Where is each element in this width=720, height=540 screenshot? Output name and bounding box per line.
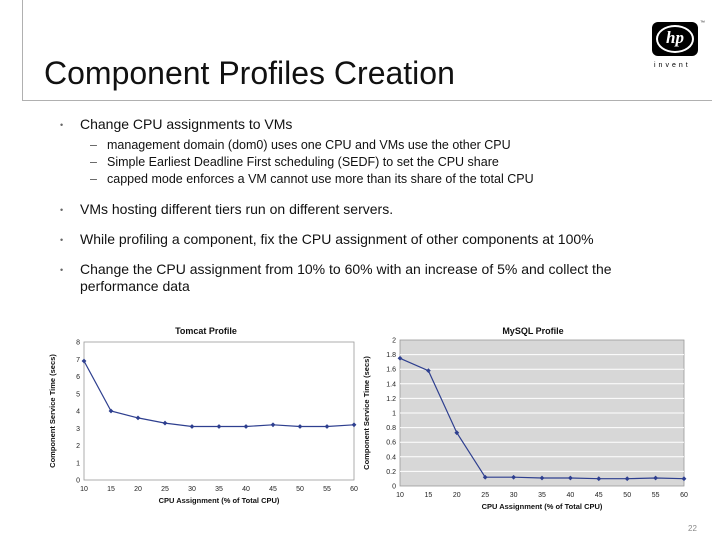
x-tick-label: 15 bbox=[107, 486, 115, 493]
hp-logo-trademark: ™ bbox=[700, 20, 705, 26]
x-axis-label: CPU Assignment (% of Total CPU) bbox=[481, 502, 603, 511]
tomcat-profile-chart bbox=[46, 322, 362, 512]
x-tick-label: 20 bbox=[134, 486, 142, 493]
x-tick-label: 35 bbox=[538, 492, 546, 499]
sub-bullet-item bbox=[60, 154, 680, 171]
hp-logo bbox=[652, 22, 698, 56]
x-tick-label: 40 bbox=[242, 486, 250, 493]
x-tick-label: 10 bbox=[80, 486, 88, 493]
sub-bullet-text: Simple Earliest Deadline First scheduling (SEDF) to set the CPU share bbox=[107, 155, 499, 169]
x-tick-label: 15 bbox=[424, 492, 433, 499]
x-tick-label: 25 bbox=[161, 486, 169, 493]
x-tick-label: 60 bbox=[680, 492, 688, 499]
sub-bullet-item bbox=[60, 137, 680, 154]
frame-vertical-line bbox=[22, 0, 23, 100]
sub-bullet-item bbox=[60, 171, 680, 188]
bullet-text: Change CPU assignments to VMs bbox=[80, 116, 293, 132]
bullet-dot-icon: • bbox=[60, 265, 64, 275]
y-tick-label: 2 bbox=[392, 337, 396, 345]
sub-bullet-text: management domain (dom0) uses one CPU and VMs use the other CPU bbox=[107, 138, 511, 152]
x-tick-label: 55 bbox=[323, 486, 331, 493]
sub-bullet-text: capped mode enforces a VM cannot use more than its share of the total CPU bbox=[107, 172, 534, 186]
x-tick-label: 50 bbox=[296, 486, 304, 493]
bullet-text: While profiling a component, fix the CPU assignment of other components at 100% bbox=[80, 231, 594, 247]
bullet-text: VMs hosting different tiers run on different servers. bbox=[80, 201, 394, 217]
x-tick-label: 25 bbox=[481, 492, 490, 499]
y-tick-label: 1.2 bbox=[386, 395, 396, 403]
sub-bullet-dash-icon: – bbox=[90, 172, 97, 186]
x-tick-label: 50 bbox=[623, 492, 632, 499]
x-tick-label: 35 bbox=[215, 486, 223, 493]
x-tick-label: 45 bbox=[594, 492, 603, 499]
y-axis-label: Component Service Time (secs) bbox=[362, 356, 371, 470]
y-tick-label: 1.6 bbox=[386, 366, 396, 374]
sub-bullet-dash-icon: – bbox=[90, 155, 97, 169]
x-tick-label: 45 bbox=[269, 486, 277, 493]
y-tick-label: 4 bbox=[76, 408, 80, 416]
bullet-text: Change the CPU assignment from 10% to 60% with an increase of 5% and collect the performance data bbox=[80, 261, 612, 294]
bullet-item bbox=[60, 231, 680, 248]
y-tick-label: 5 bbox=[76, 391, 80, 399]
x-tick-label: 55 bbox=[651, 492, 660, 499]
y-tick-label: 0 bbox=[392, 483, 396, 491]
y-tick-label: 1 bbox=[392, 410, 396, 418]
page-number: 22 bbox=[688, 524, 697, 533]
slide-title: Component Profiles Creation bbox=[44, 55, 455, 91]
y-tick-label: 0.8 bbox=[386, 425, 396, 433]
bullet-dot-icon: • bbox=[60, 235, 64, 245]
bullet-item bbox=[60, 201, 680, 218]
chart-title: Tomcat Profile bbox=[175, 326, 237, 336]
y-tick-label: 0 bbox=[76, 477, 80, 485]
y-tick-label: 2 bbox=[76, 443, 80, 450]
y-tick-label: 1.8 bbox=[386, 352, 396, 360]
chart-title: MySQL Profile bbox=[502, 326, 564, 336]
bullet-list bbox=[60, 116, 680, 295]
y-axis-label: Component Service Time (secs) bbox=[48, 354, 57, 468]
mysql-profile-chart bbox=[360, 322, 694, 520]
bullet-dot-icon: • bbox=[60, 120, 64, 130]
y-tick-label: 7 bbox=[76, 356, 80, 364]
x-tick-label: 20 bbox=[452, 492, 461, 499]
x-tick-label: 30 bbox=[509, 492, 518, 499]
bullet-item bbox=[60, 261, 680, 295]
bullet-item bbox=[60, 116, 680, 133]
y-tick-label: 1.4 bbox=[386, 381, 396, 389]
y-tick-label: 0.6 bbox=[386, 439, 396, 447]
y-tick-label: 0.2 bbox=[386, 468, 396, 476]
y-tick-label: 0.4 bbox=[386, 454, 396, 462]
plot-area bbox=[84, 342, 354, 480]
frame-horizontal-line bbox=[22, 100, 712, 101]
x-axis-label: CPU Assignment (% of Total CPU) bbox=[158, 496, 280, 505]
y-tick-label: 3 bbox=[76, 425, 80, 433]
y-tick-label: 6 bbox=[76, 374, 80, 381]
x-tick-label: 40 bbox=[566, 492, 575, 499]
x-tick-label: 10 bbox=[396, 492, 404, 499]
sub-bullet-dash-icon: – bbox=[90, 138, 97, 152]
bullet-dot-icon: • bbox=[60, 205, 64, 215]
x-tick-label: 30 bbox=[188, 486, 196, 493]
hp-logo-tagline: invent bbox=[654, 62, 691, 69]
x-tick-label: 60 bbox=[350, 486, 358, 493]
hp-logo-text: hp bbox=[666, 28, 684, 47]
y-tick-label: 1 bbox=[76, 460, 80, 468]
y-tick-label: 8 bbox=[76, 339, 80, 347]
